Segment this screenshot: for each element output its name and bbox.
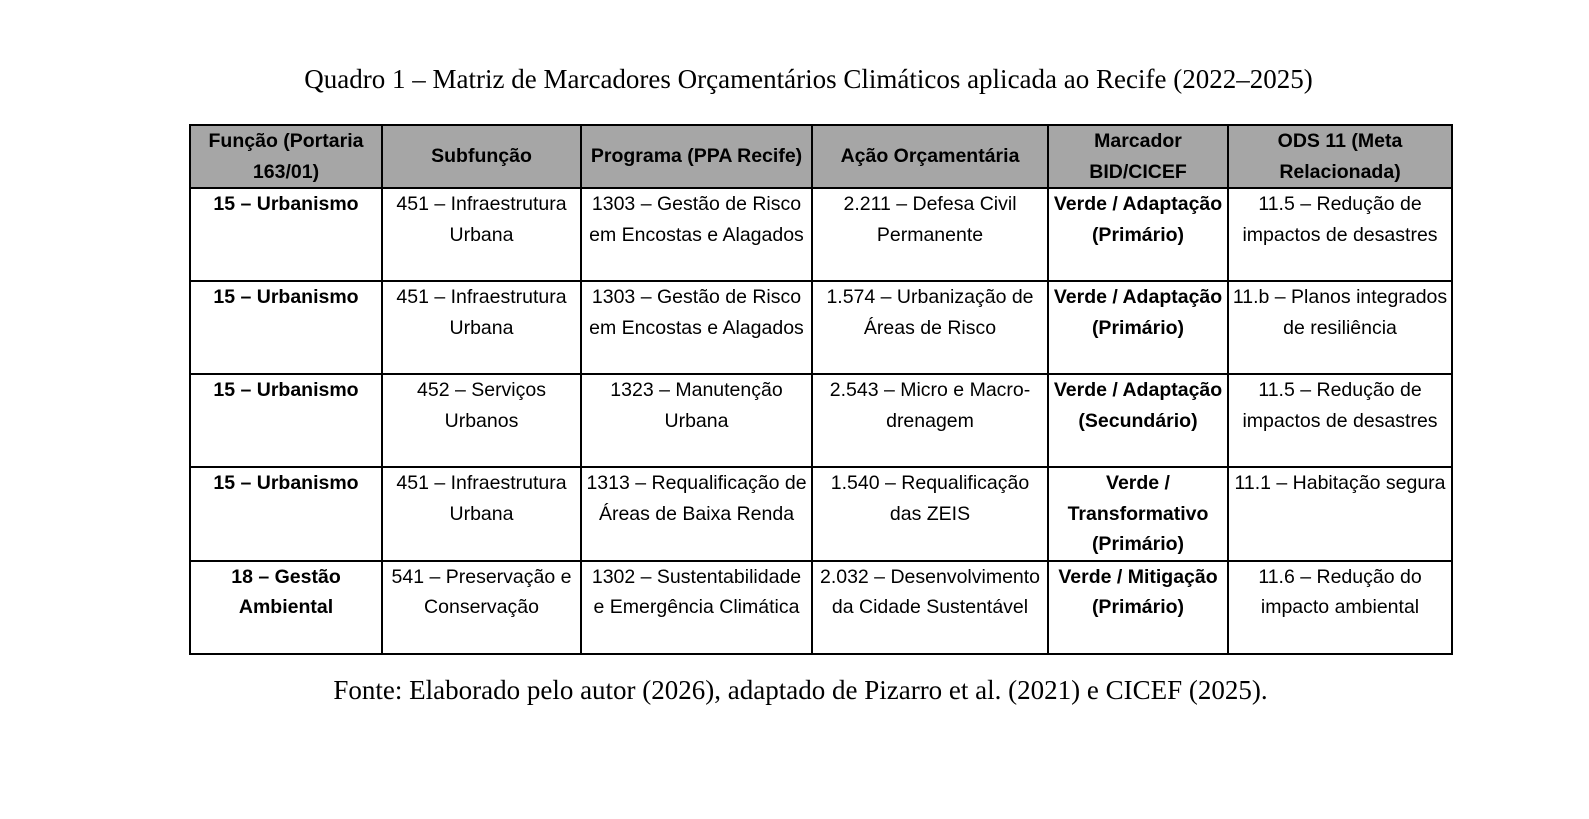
cell-marcador: Verde / Transformativo (Primário) [1048,467,1228,561]
table-header-row [190,125,1452,188]
header-funcao: Função (Portaria 163/01) [190,125,382,188]
cell-programa: 1303 – Gestão de Risco em Encostas e Alagados [581,281,812,374]
cell-acao: 1.540 – Requalificação das ZEIS [812,467,1048,561]
cell-subfuncao: 452 – Serviços Urbanos [382,374,581,467]
cell-ods: 11.5 – Redução de impactos de desastres [1228,188,1452,281]
cell-acao: 2.032 – Desenvolvimento da Cidade Sustentável [812,561,1048,654]
cell-programa: 1323 – Manutenção Urbana [581,374,812,467]
cell-funcao: 15 – Urbanismo [190,281,382,374]
cell-funcao: 15 – Urbanismo [190,188,382,281]
cell-funcao: 18 – Gestão Ambiental [190,561,382,654]
cell-programa: 1303 – Gestão de Risco em Encostas e Alagados [581,188,812,281]
cell-ods: 11.6 – Redução do impacto ambiental [1228,561,1452,654]
header-marcador: Marcador BID/CICEF [1048,125,1228,188]
cell-funcao: 15 – Urbanismo [190,467,382,561]
table-row [190,188,1452,281]
cell-ods: 11.b – Planos integrados de resiliência [1228,281,1452,374]
table-source-note: Fonte: Elaborado pelo autor (2026), adaptado de Pizarro et al. (2021) e CICEF (2025). [333,675,1268,705]
cell-funcao: 15 – Urbanismo [190,374,382,467]
table-row [190,374,1452,467]
cell-programa: 1313 – Requalificação de Áreas de Baixa Renda [581,467,812,561]
table-row [190,561,1452,654]
cell-ods: 11.1 – Habitação segura [1228,467,1452,561]
table-row [190,281,1452,374]
cell-acao: 2.211 – Defesa Civil Permanente [812,188,1048,281]
table-row [190,467,1452,561]
cell-marcador: Verde / Adaptação (Primário) [1048,188,1228,281]
cell-acao: 1.574 – Urbanização de Áreas de Risco [812,281,1048,374]
budget-markers-table [189,124,1453,655]
cell-subfuncao: 451 – Infraestrutura Urbana [382,281,581,374]
header-ods: ODS 11 (Meta Relacionada) [1228,125,1452,188]
cell-subfuncao: 451 – Infraestrutura Urbana [382,467,581,561]
header-subfuncao: Subfunção [382,125,581,188]
cell-programa: 1302 – Sustentabilidade e Emergência Climática [581,561,812,654]
cell-ods: 11.5 – Redução de impactos de desastres [1228,374,1452,467]
cell-subfuncao: 451 – Infraestrutura Urbana [382,188,581,281]
header-acao: Ação Orçamentária [812,125,1048,188]
cell-acao: 2.543 – Micro e Macro-drenagem [812,374,1048,467]
cell-subfuncao: 541 – Preservação e Conservação [382,561,581,654]
table-caption: Quadro 1 – Matriz de Marcadores Orçamentários Climáticos aplicada ao Recife (2022–2025) [304,64,1313,94]
cell-marcador: Verde / Mitigação (Primário) [1048,561,1228,654]
header-programa: Programa (PPA Recife) [581,125,812,188]
cell-marcador: Verde / Adaptação (Secundário) [1048,374,1228,467]
cell-marcador: Verde / Adaptação (Primário) [1048,281,1228,374]
